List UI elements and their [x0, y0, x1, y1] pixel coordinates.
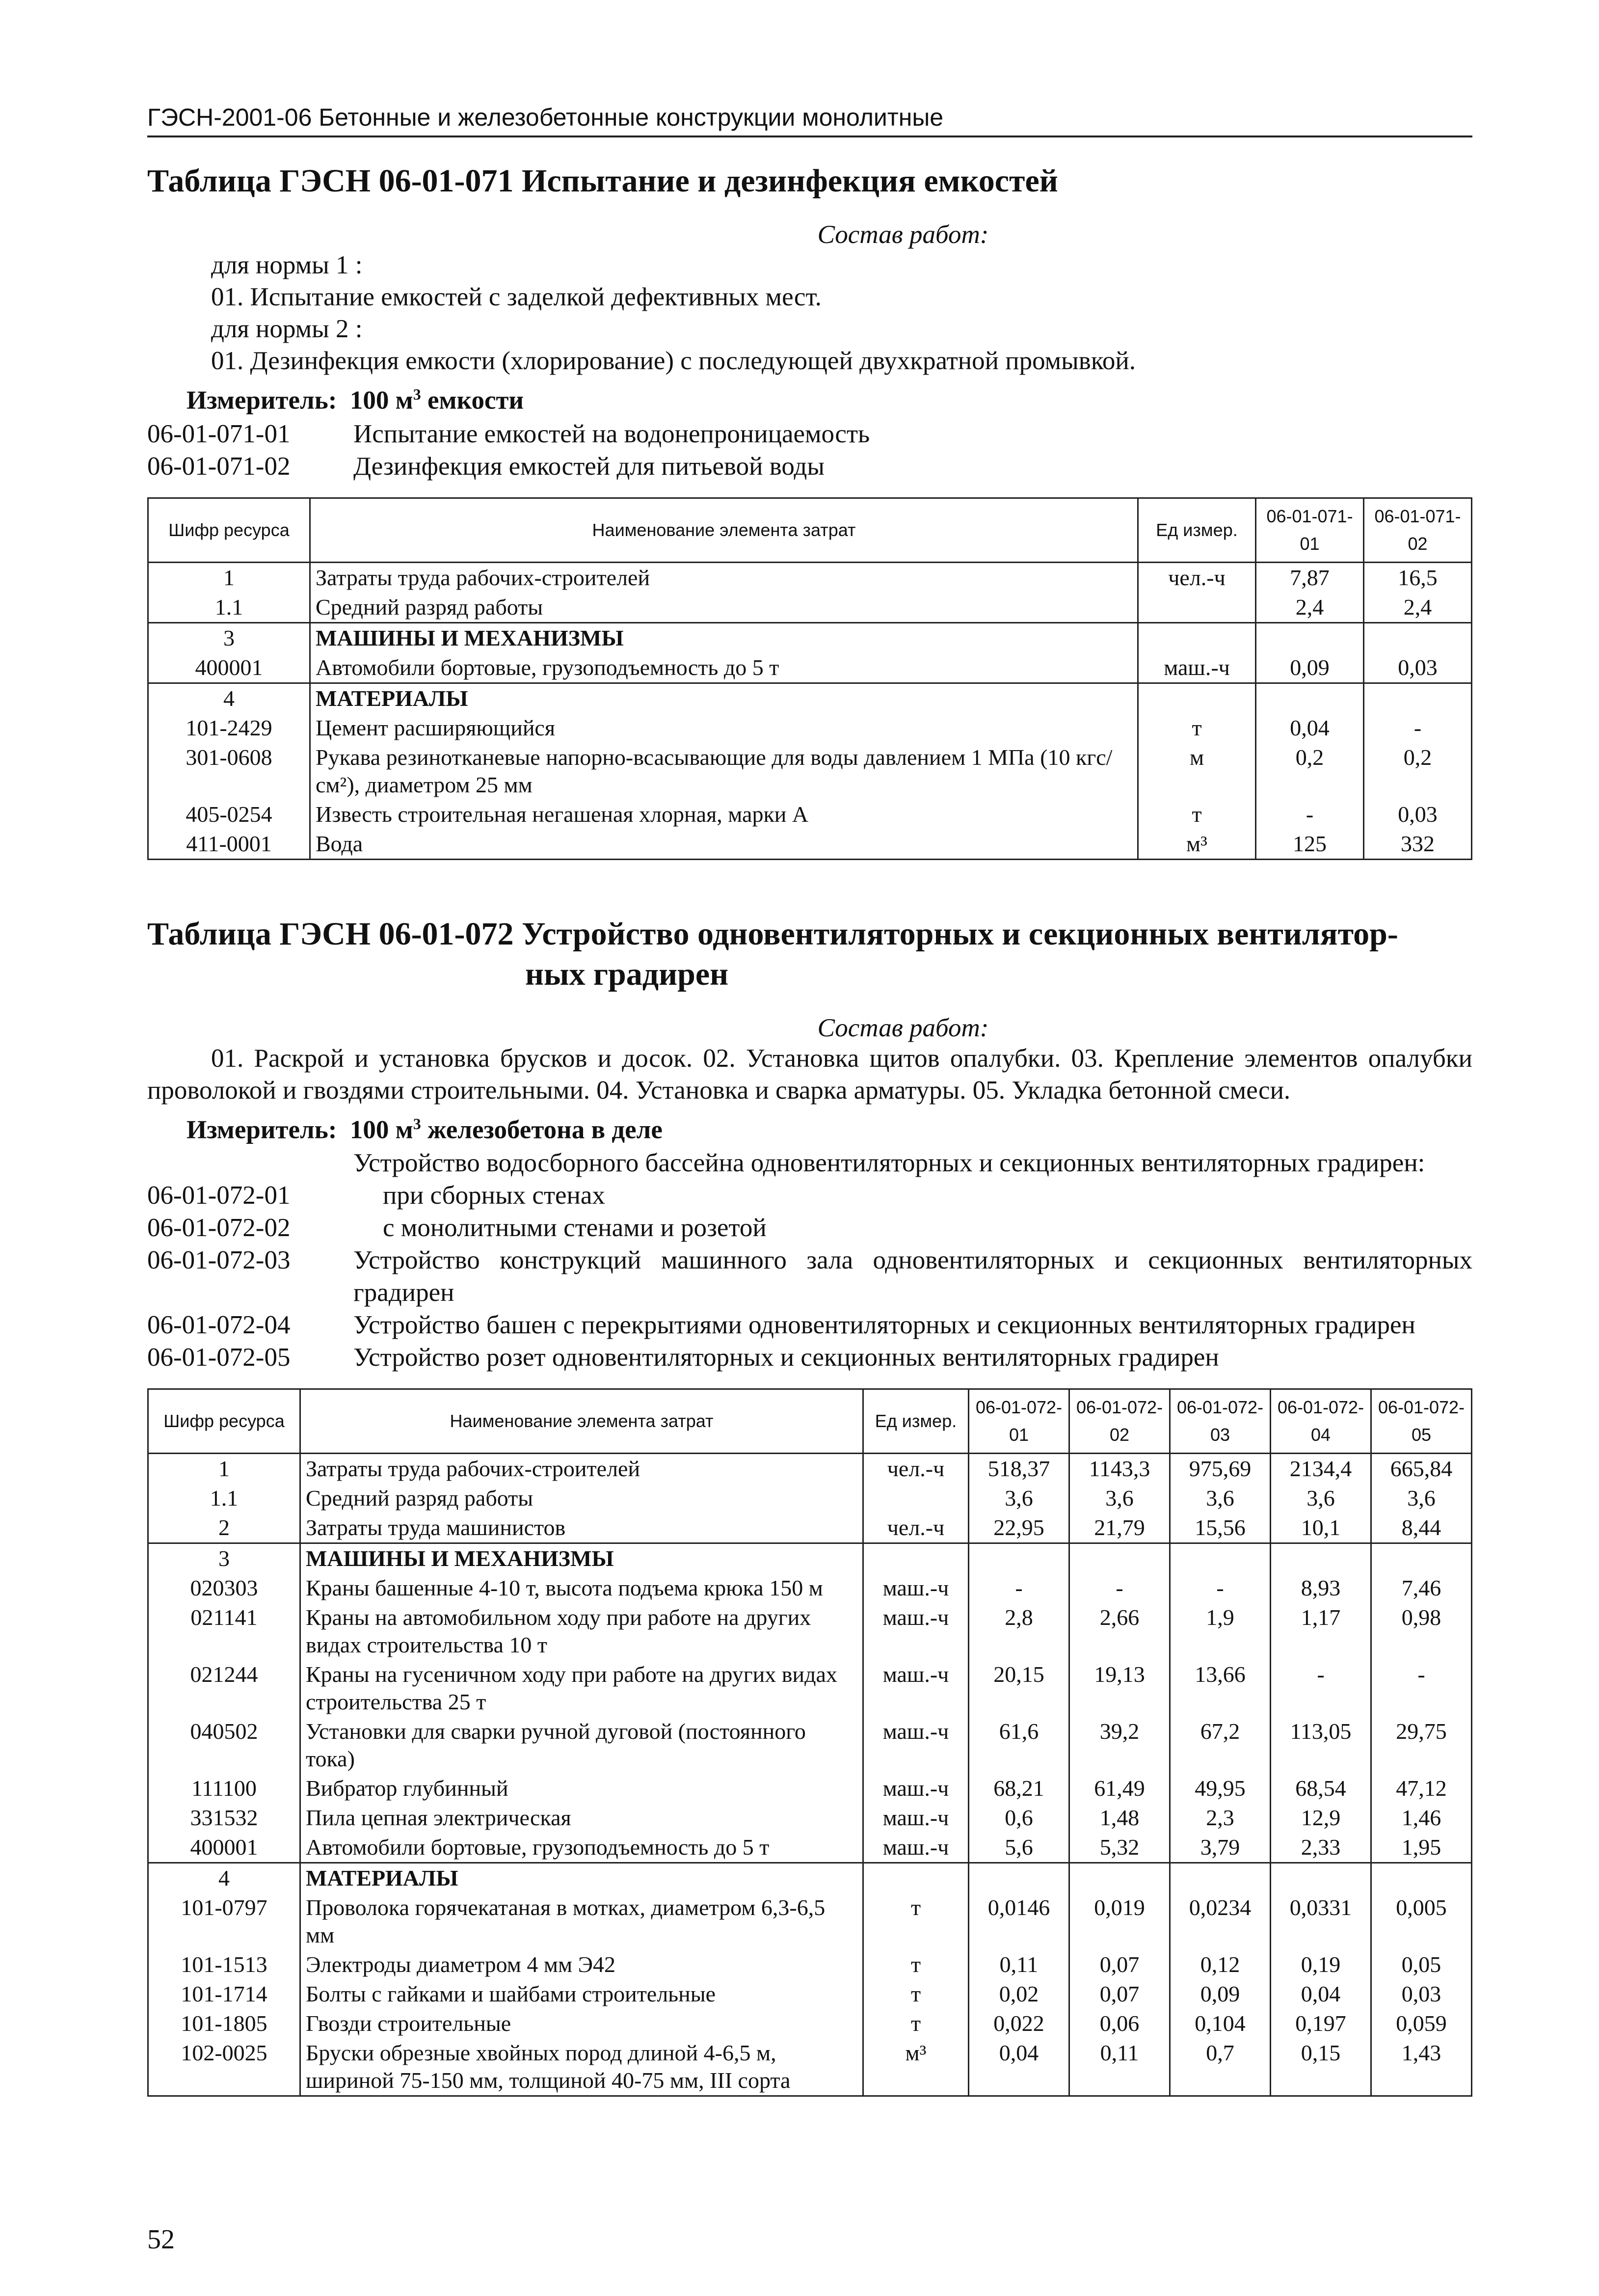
table-row [148, 829, 1472, 860]
table-row [148, 593, 1472, 623]
resource-code: 101-2429 [148, 713, 310, 743]
norm-value: 0,6 [969, 1803, 1069, 1833]
column-header: 06-01-072-05 [1371, 1389, 1472, 1454]
resource-name: МАТЕРИАЛЫ [300, 1863, 863, 1893]
resource-code: 021244 [148, 1660, 300, 1717]
resource-code: 331532 [148, 1803, 300, 1833]
norm-value: 3,6 [1271, 1484, 1371, 1513]
norm-value: 49,95 [1170, 1774, 1271, 1803]
norm-value: 2134,4 [1271, 1454, 1371, 1484]
table-row [148, 562, 1472, 593]
norm-value: 5,32 [1069, 1833, 1170, 1863]
meter-sup: 3 [413, 385, 421, 403]
norm-text: с монолитными стенами и розетой [383, 1214, 767, 1243]
norm-value: 518,37 [969, 1454, 1069, 1484]
norm-value [1364, 683, 1472, 713]
norm-value [1371, 1863, 1472, 1893]
norm-value: 3,6 [1371, 1484, 1472, 1513]
norm-value: 1,43 [1371, 2038, 1472, 2096]
norm-value: 0,04 [1256, 713, 1364, 743]
table-row [148, 653, 1472, 683]
norm-row [147, 1179, 1472, 1212]
table-row [148, 1543, 1472, 1574]
document-page [147, 103, 1472, 2097]
resource-name: Вода [310, 829, 1138, 860]
unit [863, 1484, 969, 1513]
norm-value: 0,06 [1069, 2009, 1170, 2038]
norm-value: 0,022 [969, 2009, 1069, 2038]
resource-code: 101-1513 [148, 1950, 300, 1979]
norm-value: 0,03 [1364, 800, 1472, 829]
norm-value: 0,03 [1364, 653, 1472, 683]
resource-code: 021141 [148, 1603, 300, 1660]
unit: маш.-ч [863, 1573, 969, 1603]
resource-code: 1 [148, 562, 310, 593]
unit [1138, 593, 1256, 623]
resource-name: Краны башенные 4-10 т, высота подъема крюка 150 м [300, 1573, 863, 1603]
norm-text: Устройство розет одновентиляторных и секционных вентиляторных градирен [353, 1343, 1219, 1372]
resource-code: 4 [148, 683, 310, 713]
unit: маш.-ч [863, 1803, 969, 1833]
meter-value: 100 м [349, 386, 413, 415]
unit: т [863, 1893, 969, 1950]
norm-value: 1,46 [1371, 1803, 1472, 1833]
resource-name: Автомобили бортовые, грузоподъемность до 5 т [300, 1833, 863, 1863]
norm-value: 0,059 [1371, 2009, 1472, 2038]
table-row [148, 1454, 1472, 1484]
column-header: 06-01-072-04 [1271, 1389, 1371, 1454]
column-header: 06-01-072-03 [1170, 1389, 1271, 1454]
resource-code: 040502 [148, 1717, 300, 1774]
resource-code: 2 [148, 1513, 300, 1543]
norm-value: 47,12 [1371, 1774, 1472, 1803]
norm-value: 1,48 [1069, 1803, 1170, 1833]
norm-code: 06-01-072-04 [147, 1311, 291, 1340]
unit: т [1138, 800, 1256, 829]
table-row [148, 1803, 1472, 1833]
norm-value: 0,12 [1170, 1950, 1271, 1979]
norm-value: - [1364, 713, 1472, 743]
table-2-title-line-1: Таблица ГЭСН 06-01-072 Устройство одновентиляторных и секционных вентилятор- [147, 916, 1398, 952]
unit: маш.-ч [1138, 653, 1256, 683]
resource-name: Затраты труда машинистов [300, 1513, 863, 1543]
table-row [148, 1603, 1472, 1660]
norm-value: 22,95 [969, 1513, 1069, 1543]
norm-value [1271, 1543, 1371, 1574]
norm-value: 0,98 [1371, 1603, 1472, 1660]
norm-value: 8,44 [1371, 1513, 1472, 1543]
t1-line-1: 01. Испытание емкостей с заделкой дефективных мест. [211, 283, 822, 311]
norm-value: 0,07 [1069, 1979, 1170, 2009]
resource-name: Затраты труда рабочих-строителей [310, 562, 1138, 593]
unit: м³ [1138, 829, 1256, 860]
resource-name: Краны на гусеничном ходу при работе на других видах строительства 25 т [300, 1660, 863, 1717]
unit [863, 1543, 969, 1574]
resource-name: Пила цепная электрическая [300, 1803, 863, 1833]
table-row [148, 683, 1472, 713]
norm-value: 7,46 [1371, 1573, 1472, 1603]
resource-name: Средний разряд работы [300, 1484, 863, 1513]
norm-value [1256, 683, 1364, 713]
resource-name: МАШИНЫ И МЕХАНИЗМЫ [300, 1543, 863, 1574]
column-header: 06-01-071-01 [1256, 498, 1364, 562]
norm-value: 332 [1364, 829, 1472, 860]
norm-value: 29,75 [1371, 1717, 1472, 1774]
table-row [148, 1573, 1472, 1603]
norm-value: 1,17 [1271, 1603, 1371, 1660]
norm-value: 0,005 [1371, 1893, 1472, 1950]
table-row [148, 713, 1472, 743]
unit: м [1138, 743, 1256, 800]
resource-name: Установки для сварки ручной дуговой (постоянного тока) [300, 1717, 863, 1774]
norm-value [1271, 1863, 1371, 1893]
unit [1138, 622, 1256, 653]
table-2-meter [147, 1107, 1472, 1147]
table-row [148, 1660, 1472, 1717]
resource-code: 102-0025 [148, 2038, 300, 2096]
resource-name: Электроды диаметром 4 мм Э42 [300, 1950, 863, 1979]
resource-name: Цемент расширяющийся [310, 713, 1138, 743]
table-row [148, 2009, 1472, 2038]
column-header: Шифр ресурса [148, 1389, 300, 1454]
table-row [148, 1717, 1472, 1774]
resource-code: 4 [148, 1863, 300, 1893]
unit: чел.-ч [863, 1513, 969, 1543]
resource-code: 111100 [148, 1774, 300, 1803]
table-row [148, 2038, 1472, 2096]
norm-code: 06-01-072-01 [147, 1181, 291, 1210]
table-1-composition-label: Состав работ: [817, 220, 989, 249]
norm-value: 0,11 [969, 1950, 1069, 1979]
unit: маш.-ч [863, 1833, 969, 1863]
norm-value: 0,03 [1371, 1979, 1472, 2009]
norm-value: - [1170, 1573, 1271, 1603]
unit: т [1138, 713, 1256, 743]
table-2-title [147, 914, 1472, 995]
norm-value: - [1069, 1573, 1170, 1603]
norm-value: 0,04 [1271, 1979, 1371, 2009]
norm-row [147, 1212, 1472, 1244]
resource-code: 3 [148, 1543, 300, 1574]
norm-text: Дезинфекция емкостей для питьевой воды [353, 452, 825, 481]
norm-value: 15,56 [1170, 1513, 1271, 1543]
norm-value: - [1271, 1660, 1371, 1717]
norm-value: 0,09 [1170, 1979, 1271, 2009]
norm-row [147, 450, 1472, 483]
resource-name: Автомобили бортовые, грузоподъемность до 5 т [310, 653, 1138, 683]
norm-code: 06-01-072-05 [147, 1343, 291, 1372]
table-row [148, 1833, 1472, 1863]
resource-code: 3 [148, 622, 310, 653]
norm-value: 2,66 [1069, 1603, 1170, 1660]
norm-value: 19,13 [1069, 1660, 1170, 1717]
norm-code: 06-01-072-02 [147, 1214, 291, 1243]
table-row [148, 1893, 1472, 1950]
norm-value: 13,66 [1170, 1660, 1271, 1717]
norm-value: 1,95 [1371, 1833, 1472, 1863]
resource-code: 1 [148, 1454, 300, 1484]
norm-value: - [969, 1573, 1069, 1603]
table-row [148, 1513, 1472, 1543]
norm-value: 20,15 [969, 1660, 1069, 1717]
table-row [148, 800, 1472, 829]
meter-unit: емкости [421, 386, 524, 415]
norm-row [147, 1244, 1472, 1309]
norm-value: 2,4 [1364, 593, 1472, 623]
norm-value: 0,104 [1170, 2009, 1271, 2038]
unit: чел.-ч [863, 1454, 969, 1484]
unit: маш.-ч [863, 1717, 969, 1774]
norm-text: Испытание емкостей на водонепроницаемость [353, 419, 870, 448]
norm-text: при сборных стенах [383, 1181, 605, 1210]
unit: т [863, 1950, 969, 1979]
norm-code: 06-01-071-01 [147, 419, 291, 448]
unit: т [863, 1979, 969, 2009]
table-1-meter [147, 377, 1472, 418]
norm-code: 06-01-071-02 [147, 452, 291, 481]
unit [863, 1863, 969, 1893]
resource-name: Гвозди строительные [300, 2009, 863, 2038]
norm-value: 0,2 [1364, 743, 1472, 800]
norm-value [1256, 622, 1364, 653]
resource-name: МАШИНЫ И МЕХАНИЗМЫ [310, 622, 1138, 653]
norm-value: - [1256, 800, 1364, 829]
norm-value: 68,54 [1271, 1774, 1371, 1803]
unit: маш.-ч [863, 1603, 969, 1660]
norm-value: 12,9 [1271, 1803, 1371, 1833]
norm-value: 0,05 [1371, 1950, 1472, 1979]
norm-value: 0,019 [1069, 1893, 1170, 1950]
resource-name: Болты с гайками и шайбами строительные [300, 1979, 863, 2009]
table-row [148, 1950, 1472, 1979]
resource-code: 101-0797 [148, 1893, 300, 1950]
resource-code: 101-1714 [148, 1979, 300, 2009]
meter-value: 100 м [349, 1115, 413, 1144]
norm-value: 0,02 [969, 1979, 1069, 2009]
norm-value: 0,07 [1069, 1950, 1170, 1979]
resource-code: 400001 [148, 653, 310, 683]
norm-value [1170, 1863, 1271, 1893]
resource-code: 1.1 [148, 1484, 300, 1513]
norm-value: 2,33 [1271, 1833, 1371, 1863]
norm-value: 5,6 [969, 1833, 1069, 1863]
table-1-norm-list [147, 418, 1472, 483]
table-row [148, 1774, 1472, 1803]
resource-code: 101-1805 [148, 2009, 300, 2038]
resource-name: Средний разряд работы [310, 593, 1138, 623]
column-header: Шифр ресурса [148, 498, 310, 562]
table-row [148, 622, 1472, 653]
norm-value: 0,197 [1271, 2009, 1371, 2038]
norm-value: 8,93 [1271, 1573, 1371, 1603]
table-2-title-line-2: ных градирен [525, 956, 729, 992]
norm-value: 67,2 [1170, 1717, 1271, 1774]
table-row [148, 743, 1472, 800]
column-header: 06-01-071-02 [1364, 498, 1472, 562]
norm-value: 3,6 [969, 1484, 1069, 1513]
unit: т [863, 2009, 969, 2038]
norm-value [1170, 1543, 1271, 1574]
table-1-title: Таблица ГЭСН 06-01-071 Испытание и дезинфекция емкостей [147, 163, 1058, 199]
resource-name: МАТЕРИАЛЫ [310, 683, 1138, 713]
norm-value: 61,6 [969, 1717, 1069, 1774]
norm-value: 125 [1256, 829, 1364, 860]
column-header: 06-01-072-02 [1069, 1389, 1170, 1454]
table-2-composition-text: 01. Раскрой и установка брусков и досок. 02. Установка щитов опалубки. 03. Крепление элементов опалубки проволокой и гвоздями строительными. 04. Установка и сварка арматуры. 05. Укладка бетонной смеси. [147, 1044, 1472, 1105]
norm-value: 0,19 [1271, 1950, 1371, 1979]
meter-unit: железобетона в деле [421, 1115, 663, 1144]
column-header: Ед измер. [1138, 498, 1256, 562]
norm-value: 2,4 [1256, 593, 1364, 623]
norm-value [969, 1863, 1069, 1893]
norm-value [969, 1543, 1069, 1574]
norm-code: 06-01-072-03 [147, 1246, 291, 1275]
norm-value [1371, 1543, 1472, 1574]
norm-text: Устройство конструкций машинного зала одновентиляторных и секционных вентиляторных градирен [353, 1246, 1472, 1307]
unit [1138, 683, 1256, 713]
norm-value: 2,3 [1170, 1803, 1271, 1833]
norm-value: 113,05 [1271, 1717, 1371, 1774]
resource-name: Рукава резинотканевые напорно-всасывающие для воды давлением 1 МПа (10 кгс/см²), диаметром 25 мм [310, 743, 1138, 800]
norm-value: 10,1 [1271, 1513, 1371, 1543]
resource-code: 1.1 [148, 593, 310, 623]
unit: чел.-ч [1138, 562, 1256, 593]
norm-value: 1,9 [1170, 1603, 1271, 1660]
norm-value: 0,15 [1271, 2038, 1371, 2096]
page-number: 52 [147, 2224, 175, 2255]
table-row [148, 1484, 1472, 1513]
norm-value: 0,7 [1170, 2038, 1271, 2096]
table-2-norm-list [147, 1179, 1472, 1374]
resource-code: 405-0254 [148, 800, 310, 829]
column-header: Ед измер. [863, 1389, 969, 1454]
norm-value: 39,2 [1069, 1717, 1170, 1774]
norm-value: 3,79 [1170, 1833, 1271, 1863]
norm-value: 0,09 [1256, 653, 1364, 683]
resource-name: Затраты труда рабочих-строителей [300, 1454, 863, 1484]
norm-value: 0,11 [1069, 2038, 1170, 2096]
table-row [148, 1979, 1472, 2009]
resource-name: Бруски обрезные хвойных пород длиной 4-6,5 м, шириной 75-150 мм, толщиной 40-75 мм, III сорта [300, 2038, 863, 2096]
norm-value: 3,6 [1170, 1484, 1271, 1513]
norm-value [1069, 1543, 1170, 1574]
norm-value: 2,8 [969, 1603, 1069, 1660]
norm-value: 1143,3 [1069, 1454, 1170, 1484]
unit: маш.-ч [863, 1774, 969, 1803]
resource-code: 020303 [148, 1573, 300, 1603]
table-2-resources [147, 1388, 1472, 2097]
column-header: Наименование элемента затрат [310, 498, 1138, 562]
norm-value: 0,0234 [1170, 1893, 1271, 1950]
column-header: 06-01-072-01 [969, 1389, 1069, 1454]
resource-name: Проволока горячекатаная в мотках, диаметром 6,3-6,5 мм [300, 1893, 863, 1950]
norm-value: 7,87 [1256, 562, 1364, 593]
norm-value: 0,2 [1256, 743, 1364, 800]
norm-value: 3,6 [1069, 1484, 1170, 1513]
running-header: ГЭСН-2001-06 Бетонные и железобетонные конструкции монолитные [147, 103, 1472, 137]
norm-value: 0,0331 [1271, 1893, 1371, 1950]
table-2-norm-intro: Устройство водосборного бассейна одновентиляторных и секционных вентиляторных градирен: [353, 1149, 1425, 1178]
norm-row [147, 1309, 1472, 1341]
norm-value: 665,84 [1371, 1454, 1472, 1484]
table-2-composition-label: Состав работ: [817, 1013, 989, 1042]
norm-value: - [1371, 1660, 1472, 1717]
norm-value: 975,69 [1170, 1454, 1271, 1484]
norm-value: 0,0146 [969, 1893, 1069, 1950]
resource-name: Известь строительная негашеная хлорная, марки А [310, 800, 1138, 829]
table-1-resources [147, 497, 1472, 860]
resource-code: 411-0001 [148, 829, 310, 860]
norm-value [1069, 1863, 1170, 1893]
norm-value: 61,49 [1069, 1774, 1170, 1803]
meter-label: Измеритель: [187, 1115, 337, 1144]
norm-value: 16,5 [1364, 562, 1472, 593]
table-row [148, 1863, 1472, 1893]
norm-value [1364, 622, 1472, 653]
norm-value: 21,79 [1069, 1513, 1170, 1543]
t1-line-0: для нормы 1 : [211, 251, 363, 279]
norm-row [147, 418, 1472, 450]
norm-value: 0,04 [969, 2038, 1069, 2096]
resource-code: 301-0608 [148, 743, 310, 800]
meter-label: Измеритель: [187, 386, 337, 415]
resource-name: Краны на автомобильном ходу при работе на других видах строительства 10 т [300, 1603, 863, 1660]
norm-row [147, 1341, 1472, 1374]
t1-line-3: 01. Дезинфекция емкости (хлорирование) с последующей двухкратной промывкой. [211, 347, 1136, 375]
column-header: Наименование элемента затрат [300, 1389, 863, 1454]
resource-code: 400001 [148, 1833, 300, 1863]
t1-line-2: для нормы 2 : [211, 315, 363, 343]
norm-text: Устройство башен с перекрытиями одновентиляторных и секционных вентиляторных градирен [353, 1311, 1415, 1340]
norm-value: 68,21 [969, 1774, 1069, 1803]
resource-name: Вибратор глубинный [300, 1774, 863, 1803]
meter-sup: 3 [413, 1114, 421, 1133]
unit: маш.-ч [863, 1660, 969, 1717]
unit: м³ [863, 2038, 969, 2096]
